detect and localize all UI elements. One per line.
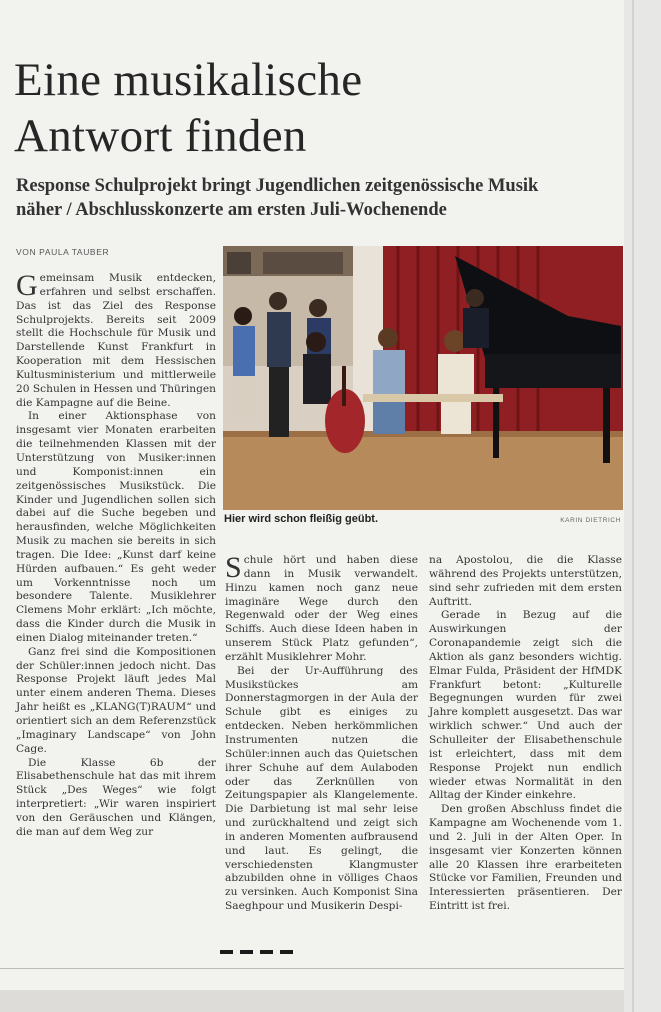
end-marker [220,950,293,954]
paragraph: na Apostolou, die die Klasse während des Projekts unterstützen, sind sehr zufrieden mit dem ersten Auftritt. [429,554,622,608]
dash [240,950,253,954]
paragraph: Den großen Abschluss findet die Kampagne am Wochenende vom 1. und 2. Juli in der Alten Oper. In insgesamt vier Konzerten können alle 20 Klassen ihre erarbeiteten Stücke vor Familien, Freunden und Interessierten präsentieren. Der Eintritt ist frei. [429,803,622,913]
page-fold-line [632,0,634,1012]
subheadline-line-2: näher / Abschlusskonzerte am ersten Juli-Wochenende [16,200,447,220]
page-bottom-edge [0,990,661,1012]
paragraph: Gerade in Bezug auf die Auswirkungen der Coronapandemie zeigt sich die Aktion als ganz besonders wichtig. Elmar Fulda, Präsident der HfMDK Frankfurt betont: „Kulturelle Begegnungen wurden für zwei Jahre komplett ausgesetzt. Das war wirklich schwer.“ Und auch der Schulleiter der Elisabethenschule ist erleichtert, dass mit dem Response Projekt nun endlich wieder etwas Normalität in den Alltag der Kinder einkehre. [429,609,622,802]
photo-credit: KARIN DIETRICH [560,517,621,524]
article-column-1 [16,269,216,840]
subheadline [16,174,616,222]
paragraph: Ganz frei sind die Kompositionen der Schüler:innen jedoch nicht. Das Response Projekt läuft jedes Mal unter einem anderen Thema. Dieses Jahr heißt es „KLANG(T)RAUM“ und orientiert sich an dem Referenzstück „Imaginary Landscape“ von John Cage. [16,645,216,755]
article-column-3 [429,554,622,914]
dash [260,950,273,954]
paragraph: Gemeinsam Musik entdecken, erfahren und selbst erschaffen. Das ist das Ziel des Response Schulprojekts. Bereits seit 2009 stellt die Hochschule für Musik und Darstellende Kunst Frankfurt in Kooperation mit dem Hessischen Kultusministerium und mittlerweile 20 Schulen in Hessen und Thüringen die Kampagne auf die Beine. [16,269,216,409]
headline [14,52,614,164]
subheadline-line-1: Response Schulprojekt bringt Jugendlichen zeitgenössische Musik [16,176,539,196]
byline: VON PAULA TAUBER [16,247,110,257]
paragraph: Schule hört und haben diese dann in Musik verwandelt. Hinzu kamen noch ganz neue imaginäre Wege durch den Regenwald oder der Weg eines Schiffs. Auch diese Ideen haben in unserem Stück Platz gefunden“, erzählt Musiklehrer Mohr. [225,551,418,663]
headline-line-2: Antwort finden [14,110,307,162]
photo-caption: Hier wird schon fleißig geübt. [224,513,379,525]
article-photo [223,246,623,510]
dash [280,950,293,954]
photo-illustration [223,246,623,510]
divider [0,968,625,969]
dash [220,950,233,954]
paragraph: Die Klasse 6b der Elisabethenschule hat das mit ihrem Stück „Des Weges“ wie folgt interpretiert: „Wir waren inspiriert von den Geräuschen und Klängen, die man auf dem Weg zur [16,756,216,838]
paragraph: Bei der Ur-Aufführung des Musikstückes am Donnerstagmorgen in der Aula der Schule gibt es einiges zu entdecken. Neben herkömmlichen Instrumenten nutzen die Schüler:innen auch das Quietschen ihrer Schuhe auf dem Aulaboden oder das Zerknüllen von Zeitungspapier als Klangelemente. Die Darbietung ist mal sehr leise und zurückhaltend und zeigt sich in anderen Momenten aufbrausend und laut. Es gelingt, die verschiedensten Klangmuster abzubilden ohne in völliges Chaos zu versinken. Auch Komponist Sina Saeghpour und Musikerin Despi- [225,664,418,913]
page-right-edge [624,0,661,1012]
article-column-2 [225,551,418,914]
headline-line-1: Eine musikalische [14,54,363,106]
paragraph: In einer Aktionsphase von insgesamt vier Monaten erarbeiten die teilnehmenden Klassen mit der Unterstützung von Musiker:innen und Komponist:innen ein zeitgenössisches Musikstück. Die Kinder und Jugendlichen sollen sich dabei auf die Suche begeben und herausfinden, welche Möglichkeiten Musik zu machen sie bereits in sich tragen. Die Idee: „Kunst darf keine Hürden aufbauen.“ Es geht weder um Vorkenntnisse noch um besondere Talente. Musiklehrer Clemens Mohr erklärt: „Ich möchte, dass die Kinder durch die Musik in einen Dialog miteinander treten.“ [16,410,216,644]
